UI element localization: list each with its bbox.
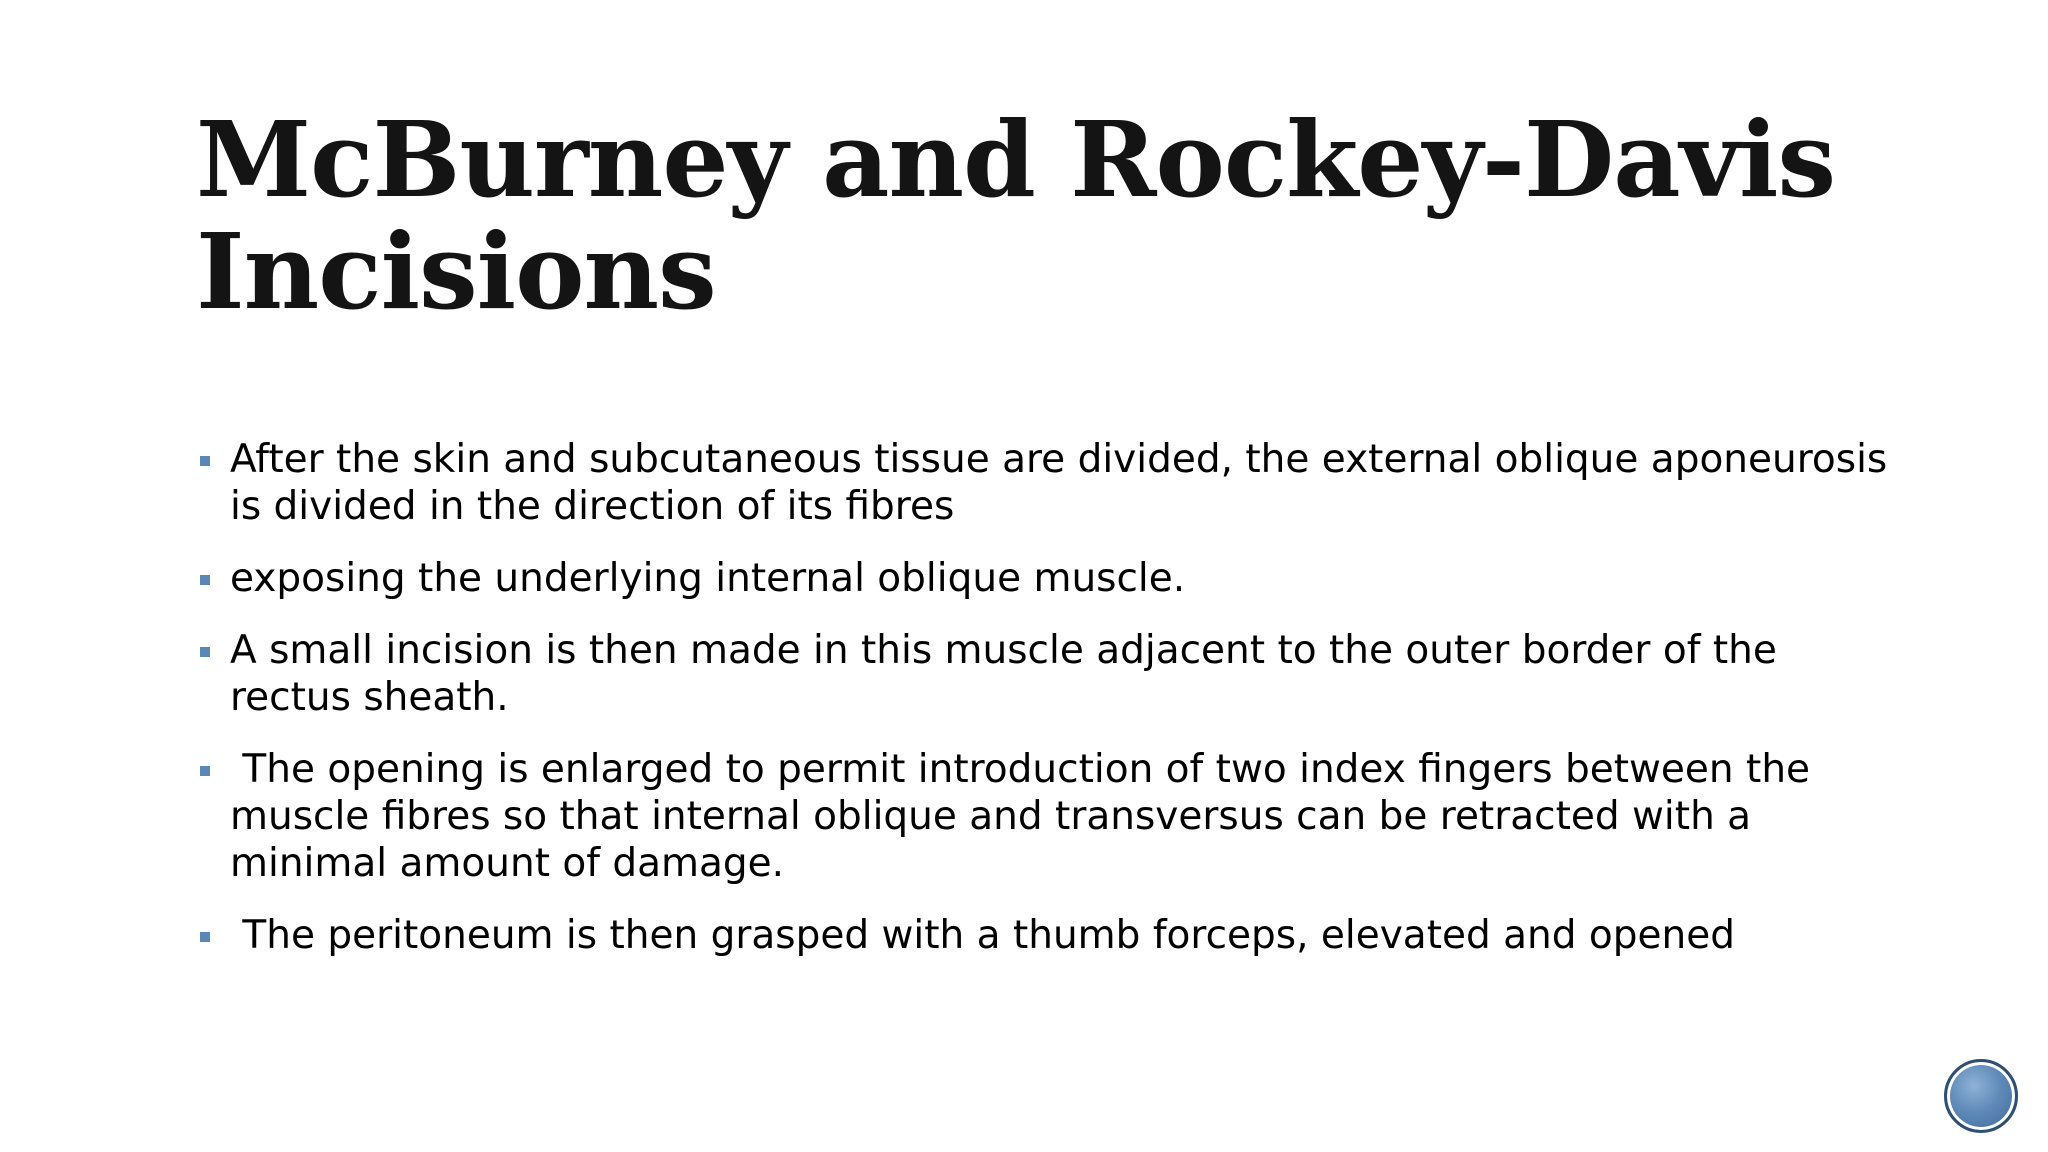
slide-corner-circle-icon	[1944, 1059, 2018, 1133]
square-bullet-icon	[200, 932, 210, 942]
title-line-2: Incisions	[196, 210, 716, 333]
square-bullet-icon	[200, 456, 210, 466]
bullet-item	[196, 746, 1896, 887]
bullet-item	[196, 912, 1896, 959]
slide-title	[196, 98, 1896, 333]
bullet-item	[196, 555, 1896, 602]
bullet-text: After the skin and subcutaneous tissue are divided, the external oblique aponeurosis is divided in the direction of its fibres	[230, 437, 1900, 529]
square-bullet-icon	[200, 766, 210, 776]
bullet-text: exposing the underlying internal oblique muscle.	[230, 556, 1186, 601]
bullet-list	[196, 436, 1900, 984]
bullet-text: A small incision is then made in this muscle adjacent to the outer border of the rectus sheath.	[230, 628, 1790, 720]
bullet-item	[196, 436, 1900, 530]
bullet-item	[196, 627, 1896, 721]
title-line-1: McBurney and Rockey-Davis	[196, 98, 1836, 221]
bullet-text: The peritoneum is then grasped with a thumb forceps, elevated and opened	[230, 913, 1735, 958]
bullet-text: The opening is enlarged to permit introduction of two index fingers between the muscle fibres so that internal oblique and transversus can be retracted with a minimal amount of damage.	[230, 747, 1823, 886]
square-bullet-icon	[200, 647, 210, 657]
square-bullet-icon	[200, 575, 210, 585]
